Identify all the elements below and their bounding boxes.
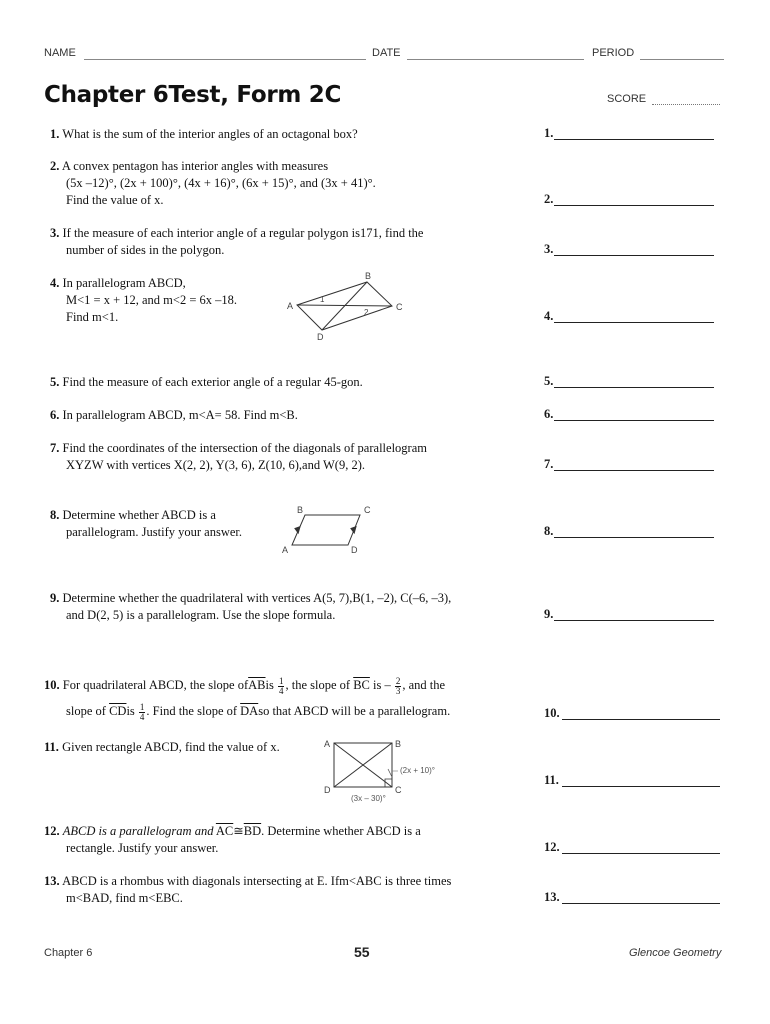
period-label: PERIOD bbox=[592, 47, 635, 59]
question-5: 5. Find the measure of each exterior angle of a regular 45-gon. bbox=[50, 375, 363, 389]
answer-4-number: 4. bbox=[544, 309, 554, 323]
q8-parallelogram-figure bbox=[280, 503, 380, 555]
answer-11-line[interactable] bbox=[562, 786, 720, 787]
question-12: 12. ABCD is a parallelogram and $\overline{AC}≅\overline{BD}$. Determine whether ABCD is a rectangle. Justify your answer. bbox=[44, 824, 421, 855]
q4-parallelogram-figure bbox=[282, 268, 412, 344]
q4-label-b: B bbox=[365, 271, 372, 281]
footer-publisher: Glencoe Geometry bbox=[629, 947, 722, 959]
answer-6-line[interactable] bbox=[554, 420, 714, 421]
page-number: 55 bbox=[354, 944, 370, 960]
page-title: Chapter 6Test, Form 2C bbox=[44, 82, 342, 108]
question-10: 10. For quadrilateral ABCD, the slope $of\overline{AB}is$ $\frac{1}{4}$ , the slope of $\overline{BC}$ is – $\frac{2}{3}$ , and the slope of $\overline{CD}is$ $\frac{1}{4}$ . Find the slope of $\overline{DA}so$ that ABCD will be a parallelogram. bbox=[44, 675, 451, 722]
answer-1-number: 1. bbox=[544, 126, 554, 140]
answer-9-line[interactable] bbox=[554, 620, 714, 621]
period-field-line[interactable] bbox=[640, 59, 724, 60]
answer-5-line[interactable] bbox=[554, 387, 714, 388]
q8-label-a: A bbox=[282, 545, 289, 555]
answer-2-number: 2. bbox=[544, 192, 554, 206]
q8-label-c: C bbox=[364, 505, 371, 515]
answer-10-number: 10. bbox=[544, 706, 560, 720]
answer-4-line[interactable] bbox=[554, 322, 714, 323]
answer-6-number: 6. bbox=[544, 407, 554, 421]
question-1: 1. What is the sum of the interior angles of an octagonal box? bbox=[50, 127, 358, 141]
footer-chapter: Chapter 6 bbox=[44, 947, 93, 959]
question-3: 3. If the measure of each interior angle of a regular polygon is171, find the number of sides in the polygon. bbox=[50, 226, 424, 257]
answer-13-line[interactable] bbox=[562, 903, 720, 904]
question-7: 7. Find the coordinates of the intersection of the diagonals of parallelogram XYZW with vertices X(2, 2), Y(3, 6), Z(10, 6),and W(9, 2). bbox=[50, 441, 427, 472]
answer-7-number: 7. bbox=[544, 457, 554, 471]
score-field-line[interactable] bbox=[652, 104, 720, 105]
score-label: SCORE bbox=[607, 93, 647, 105]
answer-3-number: 3. bbox=[544, 242, 554, 256]
q11-label-d: D bbox=[324, 785, 331, 795]
answer-9-number: 9. bbox=[544, 607, 554, 621]
answer-12-line[interactable] bbox=[562, 853, 720, 854]
question-6: 6. In parallelogram ABCD, m<A= 58. Find m<B. bbox=[50, 408, 298, 422]
q11-label-a: A bbox=[324, 739, 331, 749]
q4-angle-1: 1 bbox=[320, 295, 325, 304]
answer-10-line[interactable] bbox=[562, 719, 720, 720]
question-4: 4. In parallelogram ABCD, M<1 = x + 12, and m<2 = 6x –18. Find m<1. bbox=[50, 276, 238, 324]
answer-5-number: 5. bbox=[544, 374, 554, 388]
question-2: 2. A convex pentagon has interior angles with measures (5x –12)°, (2x + 100)°, (4x + 16)°, (6x + 15)°, and (3x + 41)°. Find the value of x. bbox=[50, 159, 376, 207]
answer-8-line[interactable] bbox=[554, 537, 714, 538]
name-label: NAME bbox=[44, 47, 76, 59]
answer-1-line[interactable] bbox=[554, 139, 714, 140]
answer-8-number: 8. bbox=[544, 524, 554, 538]
q8-label-b: B bbox=[297, 505, 304, 515]
q4-label-c: C bbox=[396, 302, 403, 312]
q11-label-b: B bbox=[395, 739, 402, 749]
answer-11-number: 11. bbox=[544, 773, 559, 787]
q11-label-c: C bbox=[395, 785, 402, 795]
answer-13-number: 13. bbox=[544, 890, 560, 904]
q8-label-d: D bbox=[351, 545, 358, 555]
date-field-line[interactable] bbox=[407, 59, 584, 60]
question-9: 9. Determine whether the quadrilateral with vertices A(5, 7),B(1, –2), C(–6, –3), and D(2, 5) is a parallelogram. Use the slope formula. bbox=[50, 591, 452, 622]
question-11: 11. Given rectangle ABCD, find the value of x. bbox=[44, 740, 280, 754]
answer-2-line[interactable] bbox=[554, 205, 714, 206]
answer-3-line[interactable] bbox=[554, 255, 714, 256]
question-8: 8. Determine whether ABCD is a parallelogram. Justify your answer. bbox=[50, 508, 242, 539]
name-field-line[interactable] bbox=[84, 59, 366, 60]
answer-12-number: 12. bbox=[544, 840, 560, 854]
question-13: 13. ABCD is a rhombus with diagonals intersecting at E. Ifm<ABC is three times m<BAD, find m<EBC. bbox=[44, 874, 452, 905]
q4-angle-2: 2 bbox=[364, 308, 369, 317]
q11-rectangle-figure bbox=[318, 735, 458, 807]
date-label: DATE bbox=[372, 47, 401, 59]
q11-expr-side: (2x + 10)° bbox=[400, 766, 435, 775]
answer-7-line[interactable] bbox=[554, 470, 714, 471]
q4-label-d: D bbox=[317, 332, 324, 342]
q4-label-a: A bbox=[287, 301, 294, 311]
q11-expr-bottom: (3x – 30)° bbox=[351, 794, 386, 803]
